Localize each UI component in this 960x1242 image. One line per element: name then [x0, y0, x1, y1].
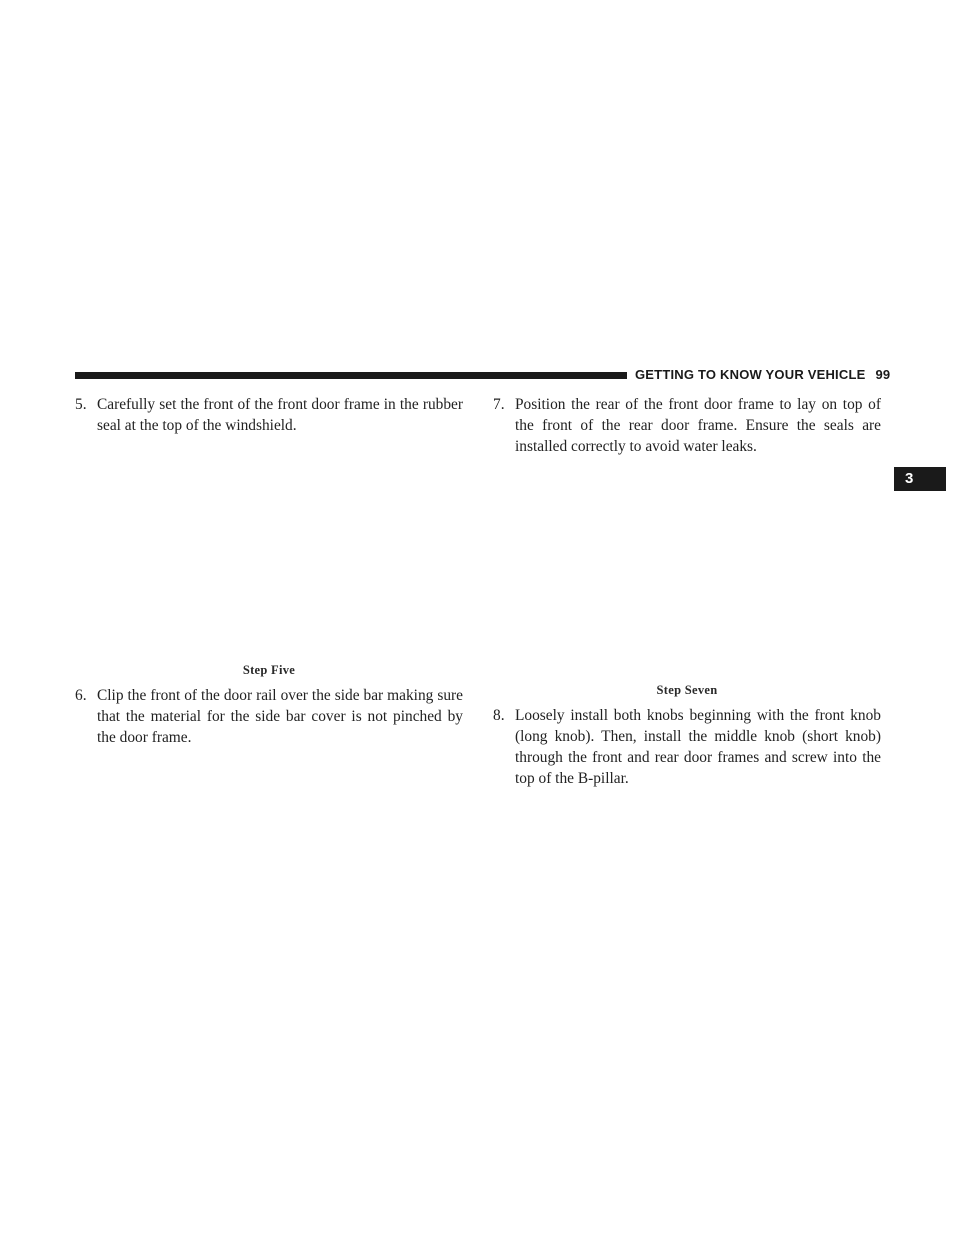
- step-number: 6.: [75, 687, 87, 704]
- page-number: 99: [875, 367, 891, 382]
- step-five-figure: [75, 460, 463, 655]
- step-number: 5.: [75, 396, 87, 413]
- header-rule: [75, 372, 627, 379]
- step-5: [75, 394, 463, 436]
- step-6: [75, 685, 463, 748]
- step-7: [493, 394, 881, 457]
- chapter-tab: 3: [894, 467, 946, 491]
- step-seven-figure: [493, 470, 881, 675]
- step-text: Position the rear of the front door frame to lay on top of the front of the rear door frame. Ensure the seals are installed correctly to avoid water leaks.: [515, 396, 881, 455]
- running-header: [635, 367, 890, 382]
- step-number: 7.: [493, 396, 505, 413]
- step-number: 8.: [493, 707, 505, 724]
- step-five-caption: Step Five: [242, 663, 296, 677]
- step-text: Loosely install both knobs beginning with the front knob (long knob). Then, install the middle knob (short knob) through the front and rear door frames and screw into the top of the B-pillar.: [515, 707, 881, 787]
- section-title: GETTING TO KNOW YOUR VEHICLE: [635, 367, 866, 382]
- step-8: [493, 705, 881, 789]
- step-text: Clip the front of the door rail over the side bar making sure that the material for the side bar cover is not pinched by the door frame.: [97, 687, 463, 746]
- step-seven-caption: Step Seven: [656, 683, 718, 697]
- step-text: Carefully set the front of the front door frame in the rubber seal at the top of the windshield.: [97, 396, 463, 434]
